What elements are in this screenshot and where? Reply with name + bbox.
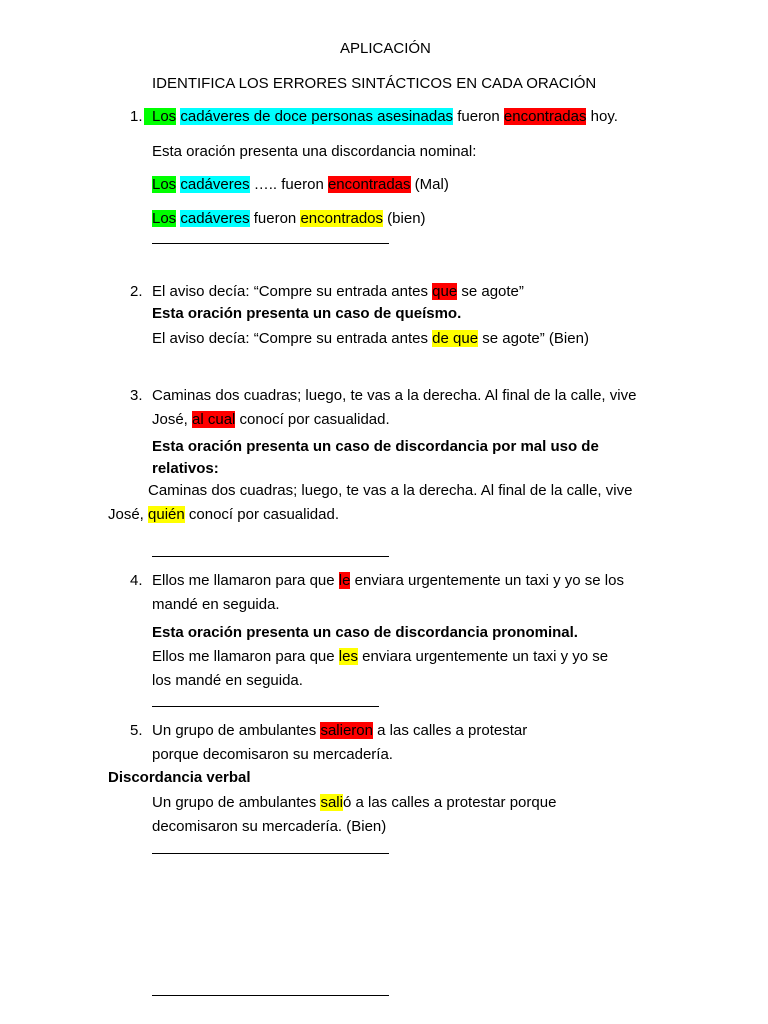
divider [152,995,389,996]
item-3-explanation-line1: Esta oración presenta un caso de discordancia por mal uso de [152,438,599,455]
item-4-bien-line2: los mandé en seguida. [152,672,303,689]
item-5-sentence-line1: Un grupo de ambulantes salieron a las calles a protestar [152,722,528,739]
item-4-explanation: Esta oración presenta un caso de discordancia pronominal. [152,624,578,641]
item-3-explanation-line2: relativos: [152,460,219,477]
hl-los: Los [144,108,176,125]
item-4-number: 4. [130,572,143,589]
item-2-number: 2. [130,283,143,300]
item-5-number: 5. [130,722,143,739]
item-2-explanation: Esta oración presenta un caso de queísmo. [152,305,462,322]
divider [152,556,389,557]
hl-subject: cadáveres de doce personas asesinadas [180,108,454,125]
item-4-bien-line1: Ellos me llamaron para que les enviara urgentemente un taxi y yo se [152,648,609,665]
divider [152,853,389,854]
item-1-number: 1. [130,108,143,125]
item-1-sentence: Los cadáveres de doce personas asesinadas fueron encontradas hoy. [144,107,618,127]
item-3-bien-line1: Caminas dos cuadras; luego, te vas a la derecha. Al final de la calle, vive [148,482,633,499]
item-3-sentence-line1: Caminas dos cuadras; luego, te vas a la derecha. Al final de la calle, vive [152,387,637,404]
divider [152,706,379,707]
item-3-bien-line2: José, quién conocí por casualidad. [108,506,339,523]
page-subtitle: IDENTIFICA LOS ERRORES SINTÁCTICOS EN CADA ORACIÓN [152,75,597,92]
item-5-bien-line1: Un grupo de ambulantes salió a las calles a protestar porque [152,794,557,811]
page-title: APLICACIÓN [340,40,431,57]
item-3-sentence-line2: José, al cual conocí por casualidad. [152,411,390,428]
item-1-mal: Los cadáveres ….. fueron encontradas (Mal) [152,176,449,193]
divider [152,243,389,244]
item-5-explanation: Discordancia verbal [108,769,251,786]
item-1-explanation: Esta oración presenta una discordancia nominal: [152,143,477,160]
item-2-bien: El aviso decía: “Compre su entrada antes de que se agote” (Bien) [152,330,589,347]
item-5-sentence-line2: porque decomisaron su mercadería. [152,746,393,763]
item-4-sentence-line2: mandé en seguida. [152,596,280,613]
item-2-sentence: El aviso decía: “Compre su entrada antes que se agote” [152,283,524,300]
item-1-bien: Los cadáveres fueron encontrados (bien) [152,210,426,227]
item-5-bien-line2: decomisaron su mercadería. (Bien) [152,818,387,835]
item-4-sentence-line1: Ellos me llamaron para que le enviara urgentemente un taxi y yo se los [152,572,624,589]
item-3-number: 3. [130,387,143,404]
hl-error: encontradas [503,108,587,125]
